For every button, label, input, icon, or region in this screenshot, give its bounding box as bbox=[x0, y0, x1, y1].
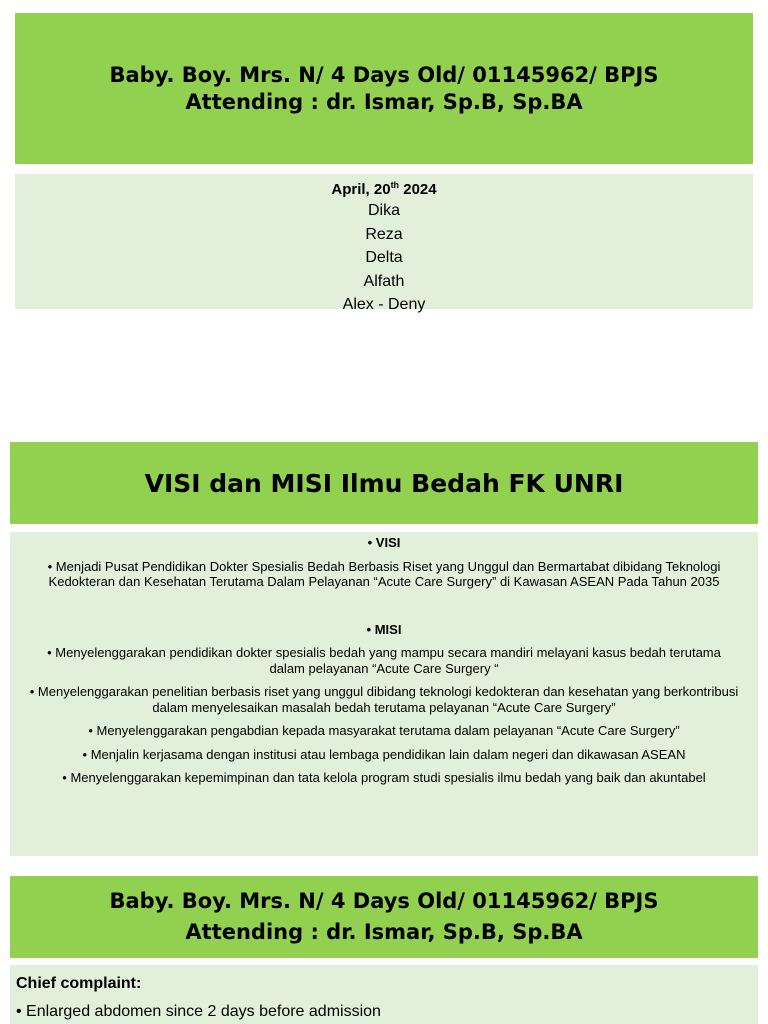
misi-item: • Menyelenggarakan pengabdian kepada masyarakat terutama dalam pelayanan “Acute Care Surgery” bbox=[10, 723, 758, 739]
team-member: Alfath bbox=[363, 272, 405, 290]
misi-item: • Menjalin kerjasama dengan institusi atau lembaga pendidikan lain dalam negeri dan dikawasan ASEAN bbox=[10, 747, 758, 763]
patient-header-line1: Baby. Boy. Mrs. N/ 4 Days Old/ 01145962/ BPJS bbox=[109, 62, 659, 87]
misi-item: • Menyelenggarakan pendidikan dokter spesialis bedah yang mampu secara mandiri melayani kasus bedah terutama dalam pelayanan “Acute Care Surgery “ bbox=[10, 645, 758, 676]
team-member: Delta bbox=[365, 249, 403, 266]
misi-item: • Menyelenggarakan penelitian berbasis riset yang unggul dibidang teknologi kedokteran dan kesehatan yang berkontribusi dalam menyelesaikan masalah bedah terutama pelayanan “Acute Care Surgery” bbox=[10, 684, 758, 715]
patient-header-line1: Baby. Boy. Mrs. N/ 4 Days Old/ 01145962/ BPJS bbox=[109, 889, 659, 913]
visi-misi-panel bbox=[10, 532, 758, 856]
chief-complaint-heading: Chief complaint: bbox=[16, 975, 142, 992]
attending-line: Attending : dr. Ismar, Sp.B, Sp.BA bbox=[185, 89, 583, 114]
attending-line: Attending : dr. Ismar, Sp.B, Sp.BA bbox=[185, 920, 583, 944]
chief-complaint-panel bbox=[10, 965, 758, 1024]
visi-text: • Menjadi Pusat Pendidikan Dokter Spesialis Bedah Berbasis Riset yang Unggul dan Bermartabat dibidang Teknologi Kedokteran dan Kesehatan Terutama Dalam Pelayanan “Acute Care Surgery” di Kawasan ASEAN Pada Tahun 2035 bbox=[10, 559, 758, 590]
team-member: Dika bbox=[367, 202, 400, 219]
team-member: Alex - Deny bbox=[342, 296, 426, 313]
patient-header bbox=[15, 13, 753, 164]
visi-heading: • VISI bbox=[10, 535, 758, 551]
complaint-item: • Enlarged abdomen since 2 days before admission bbox=[16, 1003, 381, 1020]
patient-header-2 bbox=[10, 876, 758, 958]
date-label: April, 20th 2024 bbox=[331, 180, 437, 198]
team-panel bbox=[15, 174, 753, 313]
visi-misi-title: VISI dan MISI Ilmu Bedah FK UNRI bbox=[10, 442, 758, 524]
misi-item: • Menyelenggarakan kepemimpinan dan tata kelola program studi spesialis ilmu bedah yang baik dan akuntabel bbox=[10, 770, 758, 786]
misi-heading: • MISI bbox=[10, 622, 758, 638]
team-member: Reza bbox=[365, 225, 403, 243]
